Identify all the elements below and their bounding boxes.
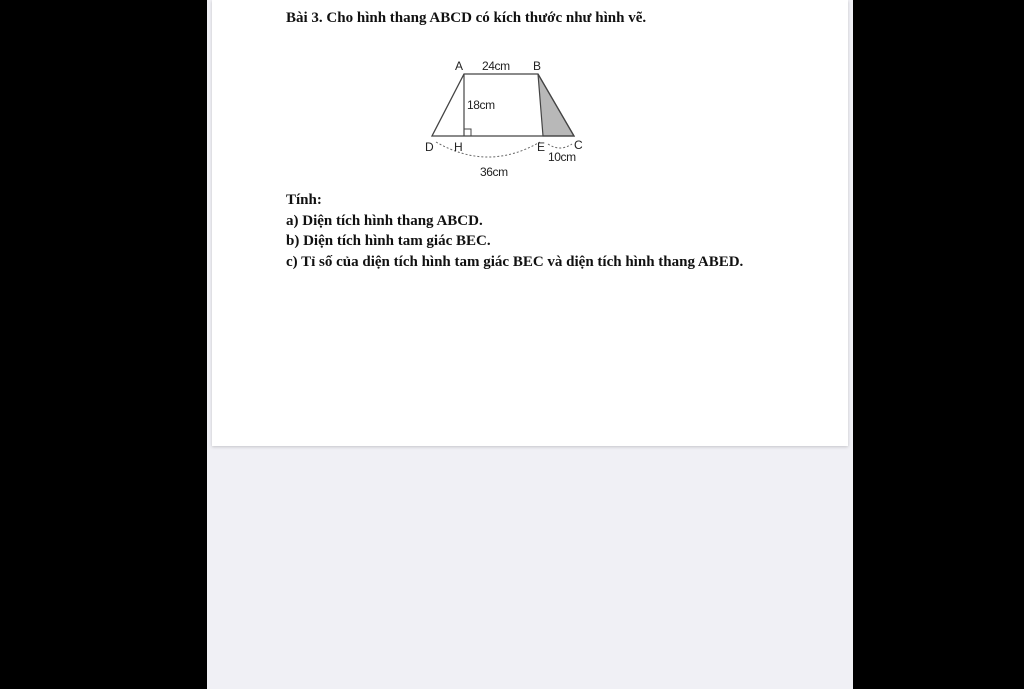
label-10cm: 10cm xyxy=(548,150,576,164)
label-24cm: 24cm xyxy=(482,59,510,73)
label-h: H xyxy=(454,140,463,154)
prompt-heading: Tính: xyxy=(286,192,322,208)
label-b: B xyxy=(533,59,542,73)
label-d: D xyxy=(425,140,434,154)
question-list xyxy=(286,190,743,272)
label-a: A xyxy=(455,59,464,73)
label-e: E xyxy=(537,140,546,154)
problem-title: Bài 3. Cho hình thang ABCD có kích thước như hình vẽ. xyxy=(286,10,647,26)
label-18cm: 18cm xyxy=(467,98,495,112)
document-page xyxy=(212,0,848,446)
question-b: b) Diện tích hình tam giác BEC. xyxy=(286,233,491,249)
trapezoid-figure xyxy=(398,50,598,190)
label-c: C xyxy=(574,138,583,152)
right-angle-mark xyxy=(464,129,471,136)
label-36cm: 36cm xyxy=(480,165,508,179)
question-c: c) Tỉ số của diện tích hình tam giác BEC và diện tích hình thang ABED. xyxy=(286,253,744,270)
dimension-arc-36cm xyxy=(436,142,540,157)
dimension-arc-10cm xyxy=(548,144,572,148)
question-a: a) Diện tích hình thang ABCD. xyxy=(286,212,483,229)
